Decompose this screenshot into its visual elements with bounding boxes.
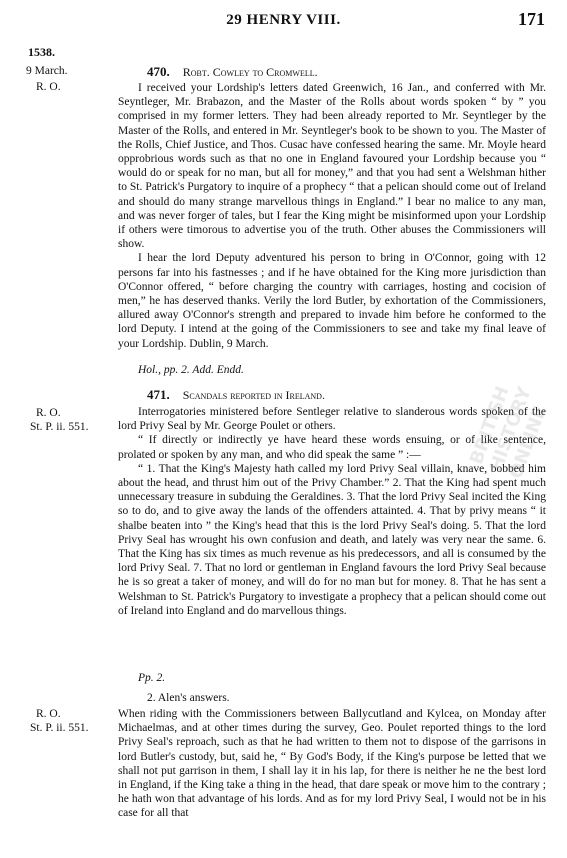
entry-471-para-4: When riding with the Commissioners between Ballycutland and Kylcea, on Monday after Michaelmas, and at other times during the survey, Geo. Poulet reported things to the lord Privy Seal's reproach, such as that he had written to them not to dispose of the garrisons in lord Butler's custody, but, said he, “ By God's Body, if the King's purpose be letted that we shall not put garrison in them, I shall lay it in his lap, for there is neither he ne the best lord in England, if the King take a thing in the head, that dare speak or move him to the contrary ; he hath won that advantage of his lords. And as for my lord Privy Seal, I would not be in his case for all that bbox=[118, 708, 546, 820]
entry-470-ref: R. O. bbox=[36, 81, 61, 93]
entry-471-para-3: “ 1. That the King's Majesty hath called my lord Privy Seal villain, knave, bobbed him about the head, and thrust him out of the Privy Chamber.” 2. That the King had spent much unnecessary treasure in subduing the Geraldines. 3. That the lord Privy Seal incited the King so to do, and to give away the lands of the offenders attainted. 4. That by privy means “ it shalbe beaten into ” the King's head that this is the lord Privy Seal's doing. 5. That the lord Privy Seal has wrought his own confusion and death, and lately was very near the same. 6. That the King has six times as much revenue as his predecessors, and all is consumed by the lord Privy Seal. 7. That no lord or gentleman in England favours the lord Privy Seal because he is so great a taker of money, and will do for no man but for money. 8. That he has sent a Welshman to St. Patrick's Purgatory to investigate a prophecy that a pelican should come out of Ireland into England and do marvellous things. bbox=[118, 462, 546, 617]
watermark: BRITISH HISTORY ONLINE bbox=[466, 383, 552, 482]
entry-471-footnote: Pp. 2. bbox=[138, 672, 166, 684]
entry-470-body bbox=[118, 81, 546, 351]
entry-471-para-2: “ If directly or indirectly ye have heard these words ensuing, or of like sentence, prolated or spoken by any man, and who did speak the same ” :— bbox=[118, 434, 546, 461]
entry-470-heading bbox=[147, 64, 567, 80]
entry-470-date: 9 March. bbox=[26, 65, 68, 77]
entry-471-para-1: Interrogatories ministered before Sentleger relative to slanderous words spoken of the lord Privy Seal by Mr. George Poulet or others. bbox=[118, 406, 546, 433]
entry-471-body bbox=[118, 405, 546, 618]
entry-471-section-2: 2. Alen's answers. bbox=[147, 692, 230, 704]
entry-471-ref-2: R. O. bbox=[36, 708, 61, 720]
entry-470-para-2: I hear the lord Deputy adventured his person to bring in O'Connor, going with 12 persons far into his fastnesses ; and if he have obtained for the King more jurisdiction than O'Connor offered, “ before charging the country with carriages, hosting and cocision of men,” he has deserved thanks. Verily the lord Butler, by exhortation of the Commissioners, allured away O'Connor's strength and prepared to invade him before he conformed to the lord Deputy. I intend at the going of the Commissioners to see and take my final leave of your Lordship. Dublin, 9 March. bbox=[118, 252, 546, 350]
entry-471-heading bbox=[147, 387, 567, 403]
entry-470-number: 470. bbox=[147, 64, 170, 79]
entry-471-state-papers-ref-2: St. P. ii. 551. bbox=[30, 722, 89, 734]
entry-471-ref: R. O. bbox=[36, 407, 61, 419]
entry-470-footnote: Hol., pp. 2. Add. Endd. bbox=[138, 364, 244, 376]
page-number: 171 bbox=[518, 9, 545, 29]
entry-471-state-papers-ref: St. P. ii. 551. bbox=[30, 421, 89, 433]
entry-470-para-1: I received your Lordship's letters dated Greenwich, 16 Jan., and conferred with Mr. Seyntleger, Mr. Brabazon, and the Master of the Rolls about words spoken “ by ” you comprised in my former letters. They had been already reported to Mr. Seyntleger by the Master of the Rolls, and entered in Mr. Seyntleger's book to be shown to you. The Master of the Rolls, Chief Justice, and Thos. Cusac have confessed hearing the same. Mr. Moyle heard opprobrious words such as that no one in England favoured your Lordship because you “ would do or speak for no man, but all for money,” and that you had sent a Welshman hither to St. Patrick's Purgatory to inquire of a prophecy “ that a pelican should come out of Ireland and should do many strange marvellous things in England.” I bear no malice to any man, and was never forger of tales, but I fear the King might be misinformed upon your Lordship if others were timorous to advertise you of the truth. Other abuses the Commissioners will show. bbox=[118, 82, 546, 251]
entry-470-title: Robt. Cowley to Cromwell. bbox=[182, 65, 318, 79]
running-title: 29 HENRY VIII. bbox=[226, 12, 341, 28]
entry-471-title: Scandals reported in Ireland. bbox=[182, 388, 325, 402]
entry-471-number: 471. bbox=[147, 387, 170, 402]
year-label: 1538. bbox=[28, 45, 55, 59]
running-header bbox=[0, 9, 567, 33]
entry-471-body-2 bbox=[118, 707, 546, 821]
